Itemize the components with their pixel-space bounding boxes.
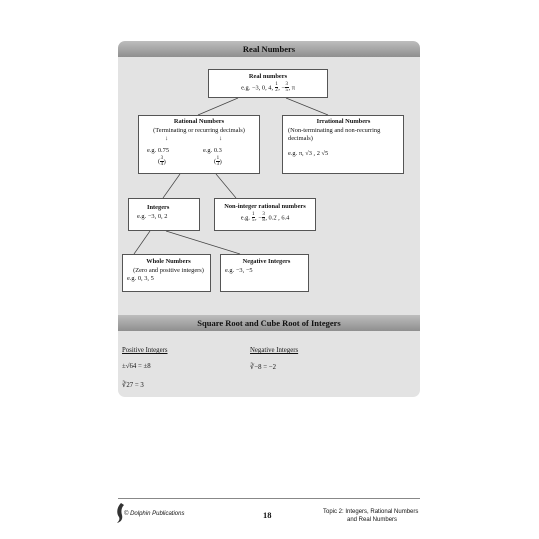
publisher-credit: © Dolphin Publications: [124, 511, 185, 517]
rational-arrow-1: ↓: [165, 135, 169, 142]
negative-integers-title: Negative Integers: [242, 258, 291, 265]
topic-line-1: Topic 2: Integers, Rational Numbers: [323, 509, 419, 515]
rational-arrow-2: ↓: [219, 135, 223, 142]
integers-title: Integers: [147, 204, 170, 211]
integers-example: e.g. −3, 0, 2: [137, 212, 168, 220]
footer-divider: [118, 498, 420, 499]
fraction-one-fifth: $\frac{1}{5}$: [252, 211, 255, 224]
irrational-numbers-subtitle: (Non-terminating and non-recurring decimals): [288, 126, 381, 143]
real-numbers-box: [208, 69, 328, 98]
topic-caption: [323, 508, 433, 524]
positive-integers-heading: Positive Integers: [122, 347, 168, 354]
whole-numbers-example: e.g. 0, 3, 5: [127, 275, 154, 283]
real-example-prefix: e.g. −3, 0, 4,: [241, 84, 274, 92]
fraction-one-half: $\frac{1}{2}$: [275, 81, 278, 94]
negative-integers-example: e.g. −3, −5: [225, 266, 253, 274]
page-number: 18: [263, 510, 272, 520]
real-numbers-title: Real numbers: [248, 73, 288, 80]
rational-numbers-subtitle: (Terminating or recurring decimals): [153, 126, 245, 134]
rational-numbers-title: Rational Numbers: [173, 118, 225, 125]
concept-panel: [118, 41, 420, 397]
whole-numbers-subtitle: (Zero and positive integers): [133, 266, 204, 274]
negative-integers-heading: Negative Integers: [250, 347, 299, 354]
whole-numbers-title: Whole Numbers: [146, 258, 191, 265]
real-numbers-example: e.g. −3, 0, 4, $\frac{1}{2}$ , − $\frac{3}{5}$ , π: [241, 81, 295, 94]
section-title-square-cube-root: Square Root and Cube Root of Integers: [118, 315, 420, 331]
rational-example-2: e.g. 0.3 ( $\frac{1}{3}$ ): [203, 147, 222, 168]
cube-root-positive-equation: ∛27 = 3: [122, 382, 144, 389]
integers-box: [128, 198, 200, 231]
fraction-three-eighths: $\frac{3}{8}$: [262, 211, 265, 224]
irrational-numbers-example: e.g. π, √3 , 2 √5: [288, 149, 329, 157]
square-root-equation: ±√64 = ±8: [122, 363, 151, 370]
non-integer-rational-example: e.g. $\frac{1}{5}$ , − $\frac{3}{8}$ , 0.2̇ , 6.4: [240, 211, 290, 224]
cube-root-negative-equation: ∛−8 = −2: [250, 364, 277, 371]
negative-integers-box: [220, 254, 309, 292]
irrational-numbers-box: [282, 115, 404, 174]
non-integer-rational-title: Non-integer rational numbers: [224, 203, 306, 210]
fraction-three-fifths: $\frac{3}{5}$: [285, 81, 289, 94]
whole-numbers-box: [122, 254, 211, 292]
irrational-numbers-title: Irrational Numbers: [316, 118, 371, 125]
topic-line-2: and Real Numbers: [347, 517, 398, 523]
rational-example-1: e.g. 0.75 ( $\frac{3}{4}$ ): [147, 147, 170, 168]
section-title-real-numbers: Real Numbers: [118, 41, 420, 57]
rational-numbers-box: [138, 115, 260, 174]
non-integer-rational-box: [214, 198, 316, 231]
